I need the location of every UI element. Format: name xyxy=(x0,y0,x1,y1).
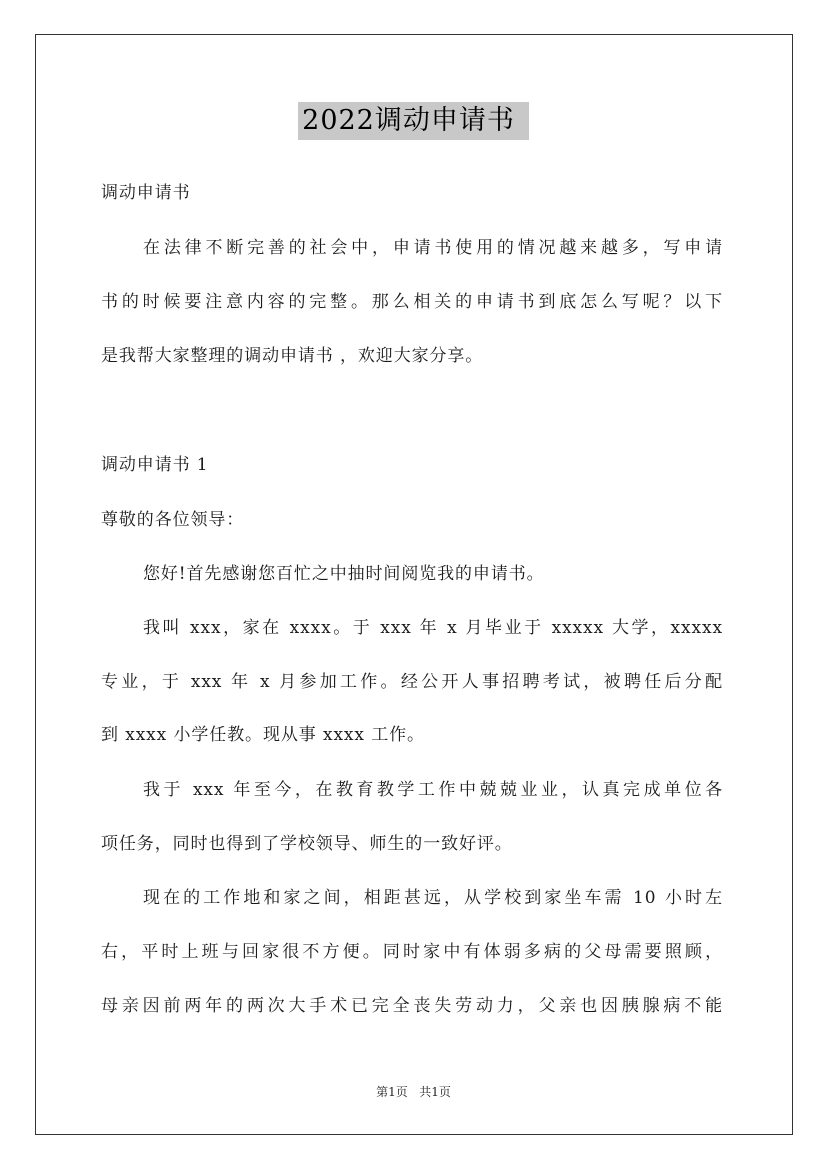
paragraph-line: 是我帮大家整理的调动申请书 ，欢迎大家分享。 xyxy=(101,346,484,366)
document-title: 2022调动申请书 xyxy=(298,102,529,140)
paragraph-line: 在法律不断完善的社会中，申请书使用的情况越来越多，写申请 xyxy=(143,238,723,258)
paragraph-line: 母亲因前两年的两次大手术已完全丧失劳动力，父亲也因胰腺病不能 xyxy=(101,996,723,1016)
paragraph-line: 右，平时上班与回家很不方便。同时家中有体弱多病的父母需要照顾， xyxy=(101,942,723,962)
paragraph-line: 到 xxxx 小学任教。现从事 xxxx 工作。 xyxy=(101,725,425,745)
paragraph-line: 您好!首先感谢您百忙之中抽时间阅览我的申请书。 xyxy=(143,564,545,584)
paragraph-line: 我于 xxx 年至今，在教育教学工作中兢兢业业，认真完成单位各 xyxy=(143,780,723,800)
page-number: 第1页 xyxy=(376,1085,408,1099)
paragraph-line: 现在的工作地和家之间，相距甚远，从学校到家坐车需 10 小时左 xyxy=(143,888,723,908)
section-heading: 调动申请书 xyxy=(101,183,191,203)
page-total: 共1页 xyxy=(419,1085,451,1099)
title-container xyxy=(0,102,827,140)
paragraph-line: 专业，于 xxx 年 x 月参加工作。经公开人事招聘考试，被聘任后分配 xyxy=(101,672,723,692)
paragraph-line: 项任务，同时也得到了学校领导、师生的一致好评。 xyxy=(101,834,513,854)
paragraph-line: 我叫 xxx，家在 xxxx。于 xxx 年 x 月毕业于 xxxxx 大学，xxxxx xyxy=(143,618,723,638)
page-footer xyxy=(0,1084,827,1100)
section-heading: 调动申请书 1 xyxy=(101,455,209,475)
paragraph-line: 书的时候要注意内容的完整。那么相关的申请书到底怎么写呢？以下 xyxy=(101,292,723,312)
salutation: 尊敬的各位领导： xyxy=(101,510,245,530)
